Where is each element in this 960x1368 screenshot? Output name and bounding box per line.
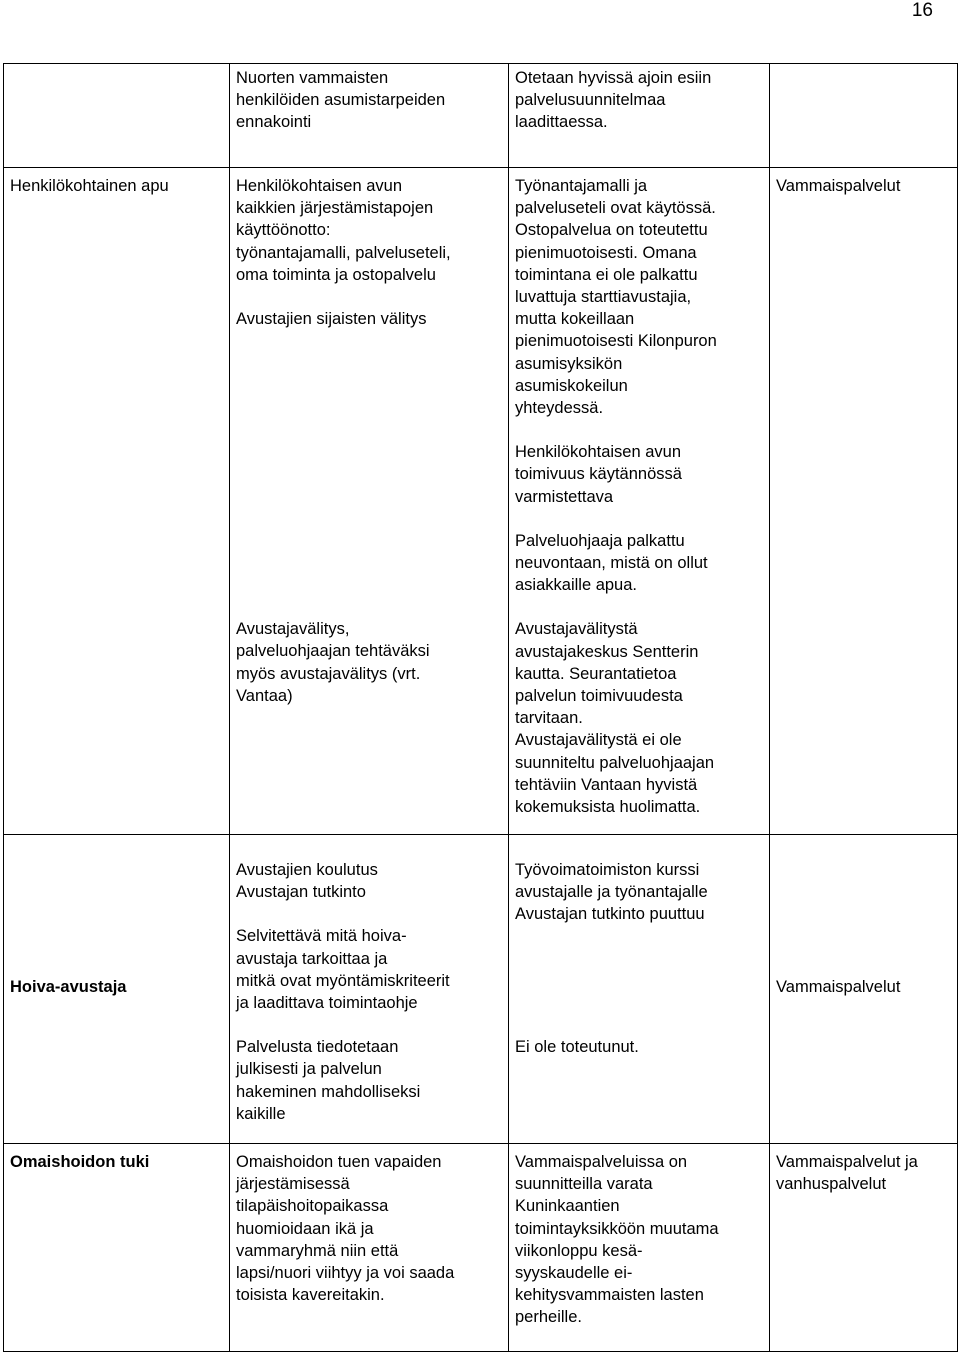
responsible-text: Vammaispalvelut ja vanhuspalvelut bbox=[776, 1153, 918, 1194]
measures-text: Selvitettävä mitä hoiva- avustaja tarkoittaa ja mitkä ovat myöntämiskriteerit ja laadittava toimintaohje bbox=[236, 927, 450, 1013]
measures-text: Omaishoidon tuen vapaiden järjestämisessä tilapäishoitopaikassa huomioidaan ikä ja vammaryhmä niin että lapsi/nuori viihtyy ja voi saada toisista kavereitakin. bbox=[236, 1153, 455, 1305]
table-row bbox=[4, 64, 958, 168]
responsible-text: Vammaispalvelut bbox=[776, 177, 901, 195]
plan-table bbox=[3, 63, 958, 1352]
goal-cell bbox=[4, 835, 230, 1144]
goal-text: Henkilökohtainen apu bbox=[10, 177, 169, 195]
status-text: Henkilökohtaisen avun toimivuus käytännössä varmistettava bbox=[515, 443, 682, 506]
table-row bbox=[4, 1144, 958, 1352]
status-text: Työvoimatoimiston kurssi avustajalle ja työnantajalle Avustajan tutkinto puuttuu bbox=[515, 861, 708, 924]
status-text: Ei ole toteutunut. bbox=[515, 1037, 639, 1056]
page-number: 16 bbox=[911, 0, 933, 21]
measures-cell bbox=[230, 168, 509, 835]
responsible-cell bbox=[770, 64, 958, 168]
status-text: Otetaan hyvissä ajoin esiin palvelusuunnitelmaa laadittaessa. bbox=[515, 69, 712, 132]
measures-text: Henkilökohtaisen avun kaikkien järjestämistapojen käyttöönotto: työnantajamalli, palveluseteli, oma toiminta ja ostopalvelu bbox=[236, 177, 451, 284]
goal-cell bbox=[4, 168, 230, 835]
status-cell bbox=[509, 64, 770, 168]
responsible-cell bbox=[770, 835, 958, 1144]
table-row bbox=[4, 168, 958, 835]
goal-text: Omaishoidon tuki bbox=[10, 1153, 150, 1171]
measures-cell bbox=[230, 835, 509, 1144]
status-cell bbox=[509, 168, 770, 835]
responsible-cell bbox=[770, 1144, 958, 1352]
status-text: Työnantajamalli ja palveluseteli ovat käytössä. Ostopalvelua on toteutettu pienimuotoisesti. Omana toimintana ei ole palkattu luvattuja starttiavustajia, mutta kokeillaan pienimuotoisesti Kilonpuron asumisyksikön asumiskokeilun yhteydessä. bbox=[515, 177, 717, 418]
measures-text: Palvelusta tiedotetaan julkisesti ja palvelun hakeminen mahdolliseksi kaikille bbox=[236, 1038, 421, 1123]
status-text: Avustajavälitystä avustajakeskus Sentterin kautta. Seurantatietoa palvelun toimivuudesta tarvitaan. Avustajavälitystä ei ole suunniteltu palveluohjaajan tehtäviin Vantaan hyvistä kokemuksista huolimatta. bbox=[515, 620, 715, 817]
goal-cell bbox=[4, 64, 230, 168]
status-cell bbox=[509, 1144, 770, 1352]
measures-cell bbox=[230, 64, 509, 168]
measures-text: Avustajien koulutus Avustajan tutkinto bbox=[236, 861, 378, 902]
measures-cell bbox=[230, 1144, 509, 1352]
measures-text: Nuorten vammaisten henkilöiden asumistarpeiden ennakointi bbox=[236, 69, 446, 132]
measures-text: Avustajien sijaisten välitys bbox=[236, 310, 427, 329]
status-text: Vammaispalveluissa on suunnitteilla varata Kuninkaantien toimintayksikköön muutama viikonloppu kesä- syyskaudelle ei- kehitysvammaisten lasten perheille. bbox=[515, 1153, 719, 1327]
status-text: Palveluohjaaja palkattu neuvontaan, mistä on ollut asiakkaille apua. bbox=[515, 531, 708, 595]
measures-text: Avustajavälitys, palveluohjaajan tehtäväksi myös avustajavälitys (vrt. Vantaa) bbox=[236, 620, 430, 705]
responsible-text: Vammaispalvelut bbox=[776, 978, 901, 997]
responsible-cell bbox=[770, 168, 958, 835]
table-row bbox=[4, 835, 958, 1144]
status-cell bbox=[509, 835, 770, 1144]
goal-text: Hoiva-avustaja bbox=[10, 978, 127, 997]
goal-cell bbox=[4, 1144, 230, 1352]
